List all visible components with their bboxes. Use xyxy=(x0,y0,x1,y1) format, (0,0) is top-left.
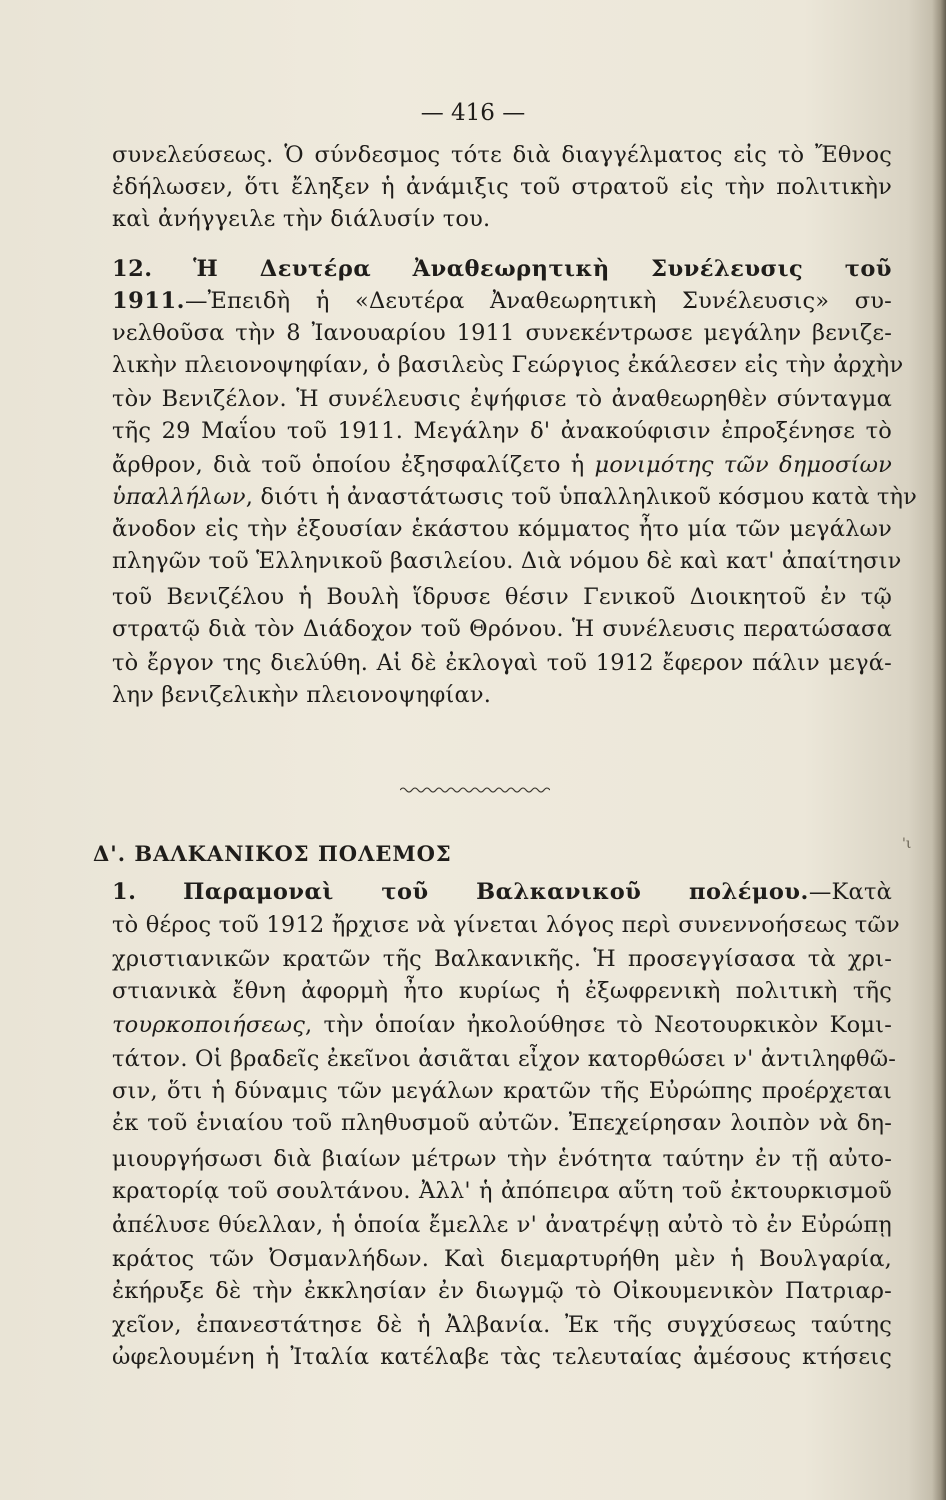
text-line: σιν, ὅτι ἡ δύναμις τῶν μεγάλων κρατῶν τῆς Εὐρώπης προέρχεται xyxy=(112,1078,892,1104)
text-line: λην βενιζελικὴν πλειονοψηφίαν. xyxy=(112,682,492,708)
text-line: ἄνοδον εἰς τὴν ἐξουσίαν ἑκάστου κόμματος ἦτο μία τῶν μεγάλων xyxy=(112,516,892,542)
text-line: ἀπέλυσε θύελλαν, ἡ ὁποία ἔμελλε ν' ἀνατρέψῃ αὐτὸ τὸ ἐν Εὐρώπῃ xyxy=(112,1212,892,1238)
page-number: — 416 — xyxy=(420,100,526,126)
text-line: τῆς 29 Μαΐου τοῦ 1911. Μεγάλην δ' ἀνακούφισιν ἐπροξένησε τὸ xyxy=(112,418,892,444)
heading-title: Ἡ Δευτέρα Ἀναθεωρητικὴ Συνέλευσις τοῦ xyxy=(193,256,892,282)
section-title: Δ'. ΒΑΛΚΑΝΙΚΟΣ ΠΟΛΕΜΟΣ xyxy=(93,841,452,866)
text-line: πληγῶν τοῦ Ἑλληνικοῦ βασιλείου. Διὰ νόμου δὲ καὶ κατ' ἀπαίτησιν xyxy=(112,548,902,574)
text-line: λικὴν πλειονοψηφίαν, ὁ βασιλεὺς Γεώργιος ἐκάλεσεν εἰς τὴν ἀρχὴν xyxy=(112,352,904,378)
text-line: ἐδήλωσεν, ὅτι ἔληξεν ἡ ἀνάμιξις τοῦ στρατοῦ εἰς τὴν πολιτικὴν xyxy=(112,174,892,200)
heading-year: 1911. xyxy=(112,288,185,314)
text-line: νελθοῦσα τὴν 8 Ἰανουαρίου 1911 συνεκέντρωσε μεγάλην βενιζε- xyxy=(112,320,892,346)
text-line: τοῦ Βενιζέλου ἡ Βουλὴ ἵδρυσε θέσιν Γενικοῦ Διοικητοῦ ἐν τῷ xyxy=(112,584,892,610)
italic-span: μονιμότης τῶν δημοσίων xyxy=(594,452,892,478)
text-line: στιανικὰ ἔθνη ἀφορμὴ ἦτο κυρίως ἡ ἐξωφρενικὴ πολιτικὴ τῆς xyxy=(112,978,892,1004)
text-line: τὸν Βενιζέλον. Ἡ συνέλευσις ἐψήφισε τὸ ἀναθεωρηθὲν σύνταγμα xyxy=(112,386,892,412)
page-edge-shadow xyxy=(932,0,946,1500)
heading-continuation: —Ἐπειδὴ ἡ «Δευτέρα Ἀναθεωρητικὴ Συνέλευσις» συ- xyxy=(184,288,892,314)
text-line xyxy=(112,482,918,512)
text-span: , τὴν ὁποίαν ἠκολούθησε τὸ Νεοτουρκικὸν Κομι- xyxy=(305,1012,892,1038)
subsection-heading-12 xyxy=(112,254,892,284)
text-span: , διότι ἡ ἀναστάτωσις τοῦ ὑπαλληλικοῦ κόσμου κατὰ τὴν xyxy=(245,484,918,510)
text-line: στρατῷ διὰ τὸν Διάδοχον τοῦ Θρόνου. Ἡ συνέλευσις περατώσασα xyxy=(112,616,892,642)
text-line: τὸ ἔργον της διελύθη. Αἱ δὲ ἐκλογαὶ τοῦ 1912 ἔφερον πάλιν μεγά- xyxy=(112,650,892,676)
text-line: καὶ ἀνήγγειλε τὴν διάλυσίν του. xyxy=(112,206,491,232)
text-line: κράτος τῶν Ὀσμανλήδων. Καὶ διεμαρτυρήθη μὲν ἡ Βουλγαρία, xyxy=(112,1246,892,1272)
heading-title: Παραμοναὶ τοῦ Βαλκανικοῦ πολέμου. xyxy=(183,879,809,905)
italic-span: ὑπαλλήλων xyxy=(112,484,246,510)
text-span: ἄρθρον, διὰ τοῦ ὁποίου ἐξησφαλίζετο ἡ xyxy=(112,452,595,478)
text-line: τὸ θέρος τοῦ 1912 ἤρχισε νὰ γίνεται λόγος περὶ συνεννοήσεως τῶν xyxy=(112,912,900,938)
heading-number: 1. xyxy=(112,879,137,905)
text-line xyxy=(112,286,892,316)
italic-span: τουρκοποιήσεως xyxy=(112,1012,306,1038)
text-line: ὠφελουμένη ἡ Ἰταλία κατέλαβε τὰς τελευταίας ἀμέσους κτήσεις xyxy=(112,1344,892,1370)
subsection-heading-1 xyxy=(112,877,892,907)
heading-continuation: —Κατὰ xyxy=(808,879,892,905)
text-line: χεῖον, ἐπανεστάτησε δὲ ἡ Ἀλβανία. Ἐκ τῆς συγχύσεως ταύτης xyxy=(112,1312,892,1338)
margin-mark: 'ι xyxy=(902,836,912,852)
text-line: κρατορίᾳ τοῦ σουλτάνου. Ἀλλ' ἡ ἀπόπειρα αὕτη τοῦ ἐκτουρκισμοῦ xyxy=(112,1178,892,1204)
text-line: τάτον. Οἱ βραδεῖς ἐκεῖνοι ἀσιᾶται εἶχον κατορθώσει ν' ἀντιληφθῶ- xyxy=(112,1046,897,1072)
text-line xyxy=(112,1010,892,1040)
text-line: συνελεύσεως. Ὁ σύνδεσμος τότε διὰ διαγγέλματος εἰς τὸ Ἔθνος xyxy=(112,142,892,168)
text-line: χριστιανικῶν κρατῶν τῆς Βαλκανικῆς. Ἡ προσεγγίσασα τὰ χρι- xyxy=(112,946,892,972)
heading-number: 12. xyxy=(112,256,153,282)
text-line: ἐκήρυξε δὲ τὴν ἐκκλησίαν ἐν διωγμῷ τὸ Οἰκουμενικὸν Πατριαρ- xyxy=(112,1278,892,1304)
text-line xyxy=(112,450,892,480)
wavy-divider-ornament xyxy=(400,784,550,796)
text-line: ἐκ τοῦ ἑνιαίου τοῦ πληθυσμοῦ αὐτῶν. Ἐπεχείρησαν λοιπὸν νὰ δη- xyxy=(112,1110,892,1136)
text-line: μιουργήσωσι διὰ βιαίων μέτρων τὴν ἑνότητα ταύτην ἐν τῇ αὐτο- xyxy=(112,1146,892,1172)
